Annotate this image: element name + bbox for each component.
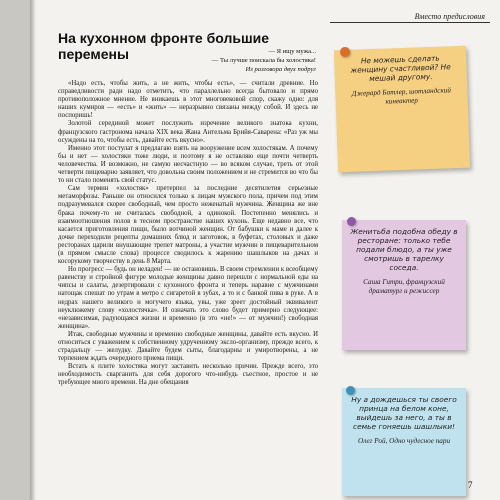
paragraph: Именно этот постулат я предлагаю взять на вооружение всем холостякам. А почему бы и нет — холостяки тоже люди, и поэтому я не оставляю еще почти четверть человечества. И возможно, не самую несчастную — во всяком случае, треть от этой четверти пищеварно заявляет, что довольна своим положением и не стремится во что бы то ни стало поменять свой статус. — [58, 144, 318, 185]
page-number: 7 — [468, 480, 473, 490]
book-spine — [0, 0, 30, 500]
paragraph: Но прогресс — будь он неладен! — не остановишь. В своем стремлении к всеобщему равенству и стройной фигуре молодые женщины давно перешли с нормальной еды на чипсы и салаты, дезертировали с кухонного фронта и теперь наравне с мужчинами натощак спешат по утрам в метро с сигаретой в зубах, а то и с банкой пива в руке. А в недрах нашего великого и могучего языка, увы, уже зреет достойный эквивалент неуклюжему слову «холостячка». И означать это слово будет примерно следующее: «независимая, радующаяся жизни и временно (в это «не!» — от мужчин!) свободная женщина». — [58, 266, 318, 330]
epigraph-source: Из разговора двух подруг — [245, 66, 316, 73]
sticky-note-pink — [342, 220, 466, 350]
sticky-note-blue — [342, 388, 466, 496]
note-author: Саша Гитри, французский драматург и режиссер — [363, 278, 445, 295]
note-quote: Ну а дождешься ты своего принца на белом коне, выйдешь за него, а ты в семье гоняешь шашлыки! — [351, 395, 457, 431]
pushpin-icon — [340, 47, 350, 57]
pushpin-icon — [347, 217, 356, 226]
running-head: Вместо предисловия — [414, 12, 485, 21]
chapter-title: На кухонном фронте большие перемены — [58, 30, 270, 62]
running-head-rule — [330, 22, 490, 23]
note-quote: Не можешь сделать женщину счастливой? Не мешай другому. — [350, 53, 451, 84]
body-text — [58, 80, 318, 388]
epigraph-line-2: — Ты лучше поискала бы холостяка! — [211, 57, 316, 64]
note-quote: Женитьба подобна обеду в ресторане: только тебе подали блюдо, а ты уже смотришь в тарелку соседа. — [350, 227, 458, 272]
page-edge-shadow — [30, 0, 36, 500]
paragraph: Итак, свободные мужчины и временно свободные женщины, давайте есть вкусно. И относиться с уважением к собственному удрученному эксло-организму, прежде всего, к страдальцу — желудку. Давайте будем сыты, благодарны и умиротворены, а не терпением ждать очередного приема пищи. — [58, 330, 318, 363]
note-author: Джерард Батлер, шотландский кинеактер — [351, 86, 452, 106]
paragraph: Сам термин «холостяк» претерпел за последние десятилетия серьезные метаморфозы. Раньше он относился только к лицам мужского пола, причем под этим подразумевался скорее свободный, чем просто неженатый мужчина. Женщина же вне брака почему-то не считалась свободной, а одинокой. Постепенно менялись и взаимоотношения полов в тесном пространстве наших кухонь. Еще недавно все, что касается приготовления пищи, было вотчиной женщин. От бабушки к маме и далее к дочке переходили рецепты домашних блюд и заготовок, в буфетах, столовых и даже ресторанах царили внушающие трепет матроны, а участие мужчин в пищеварительном (в прямом смысле слова) процессе сводилось к жарению шашлыков на дачах и косорукому творчеству в день 8 Марта. — [58, 185, 318, 266]
paragraph: Золотой серединой может послужить изречение великого знатока кухни, французского гастронома начала XIX века Жана Антельма Брийя-Саварена: «Раз уж мы осуждены на то, чтобы есть, давайте есть вкусно». — [58, 120, 318, 144]
pushpin-icon — [346, 386, 355, 395]
note-author: Олег Рой, Одно чудесное пари — [357, 437, 451, 445]
sticky-note-orange — [334, 46, 470, 173]
epigraph-line-1: — Я ищу мужа... — [268, 48, 316, 55]
paragraph: «Надо есть, чтобы жить, а не жить, чтобы есть», — считали древние. Но справедливости ради надо отметить, что параллельно всегда бытовало и прямо противоположное мнение. Не вникаешь в этот многовековой спор, скажу одно: для наших кумиров — «есть» и «жить» — неразрывно связаны между собой. И здесь не поспоришь! — [58, 80, 318, 120]
paragraph: Встать к плите холостяка могут заставить несколько причин. Прежде всего, это необходимость сварганить для себя дорогого что-нибудь съестное, простое и не требующее много времени. На дне обещания — [58, 363, 318, 387]
